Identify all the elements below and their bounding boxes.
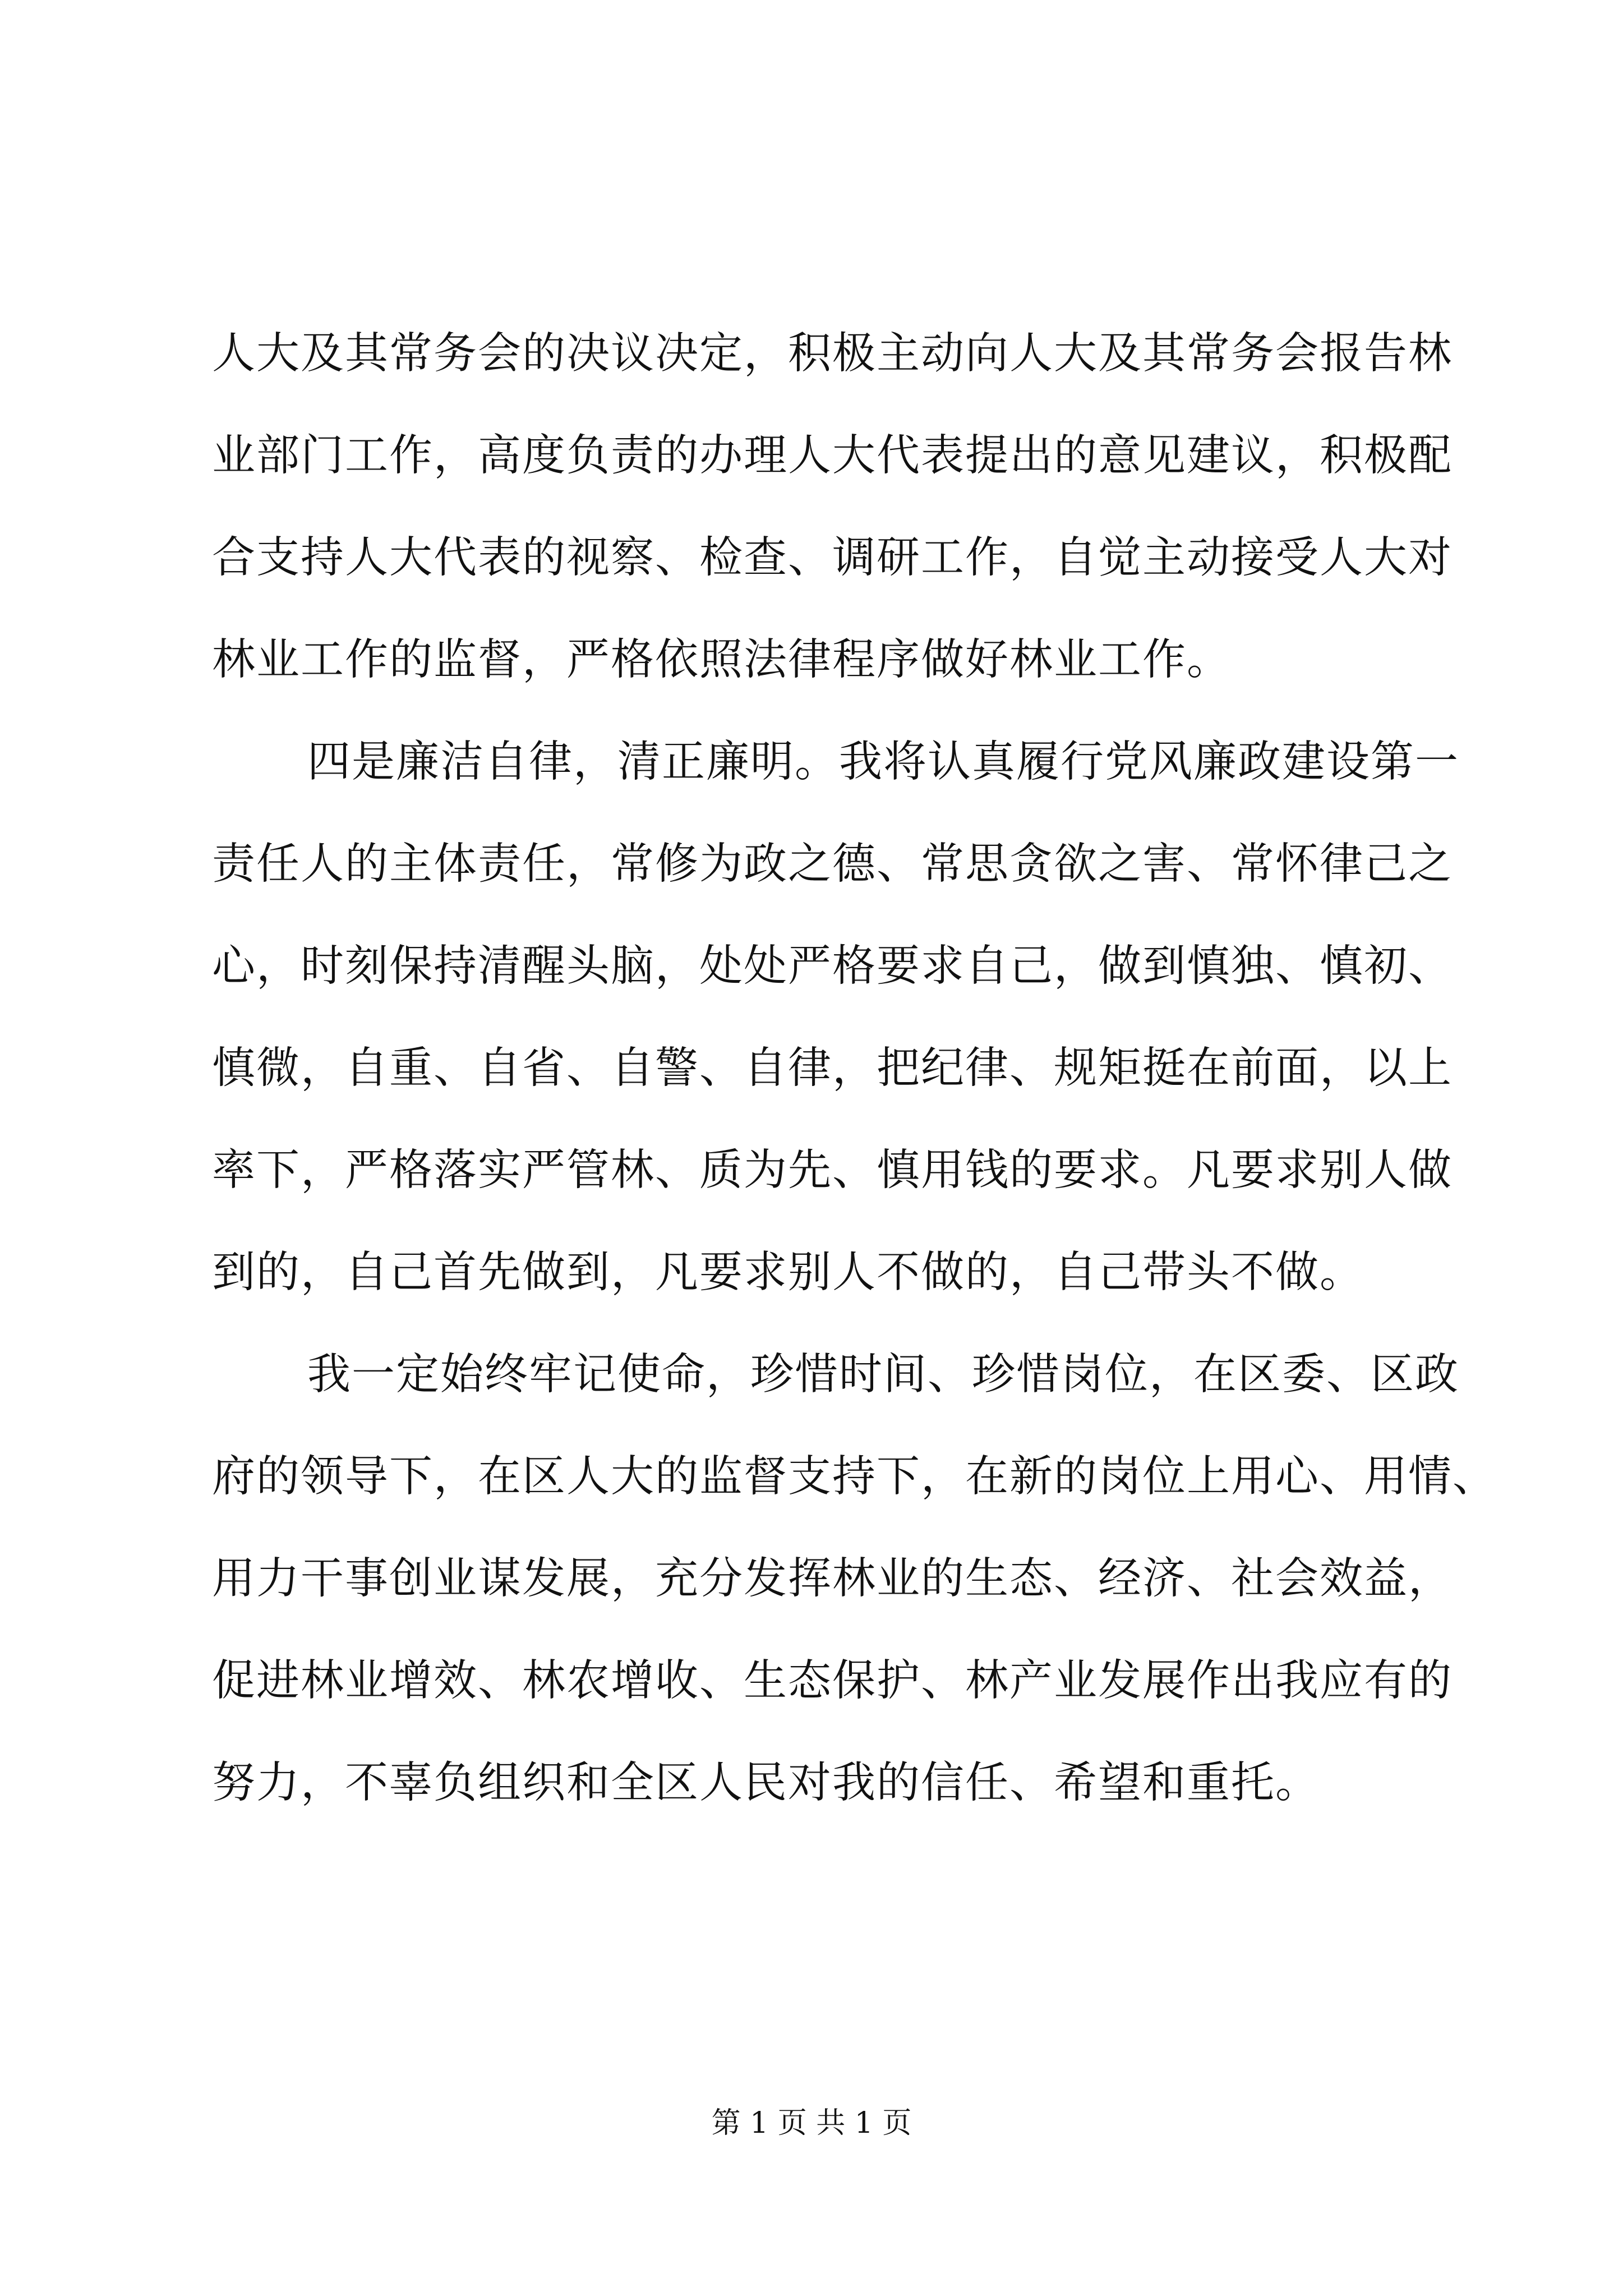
paragraph-1-line-4: 林业工作的监督，严格依照法律程序做好林业工作。 — [212, 635, 1231, 685]
paragraph-2-line-6: 到的，自己首先做到，凡要求别人不做的，自己带头不做。 — [212, 1248, 1364, 1297]
paragraph-3-line-2: 府的领导下，在区人大的监督支持下，在新的岗位上用心、用情、 — [212, 1452, 1497, 1502]
document-body — [212, 303, 1497, 1834]
paragraph-3-line-3: 用力干事创业谋发展，充分发挥林业的生态、经济、社会效益， — [212, 1554, 1453, 1604]
paragraph-3-line-4: 促进林业增效、林农增收、生态保护、林产业发展作出我应有的 — [212, 1656, 1453, 1706]
paragraph-2-line-2: 责任人的主体责任，常修为政之德、常思贪欲之害、常怀律己之 — [212, 839, 1453, 889]
paragraph-3-line-1: 我一定始终牢记使命，珍惜时间、珍惜岗位，在区委、区政 — [307, 1350, 1459, 1400]
paragraph-2-line-1: 四是廉洁自律，清正廉明。我将认真履行党风廉政建设第一 — [307, 737, 1459, 787]
paragraph-1-line-3: 合支持人大代表的视察、检查、调研工作，自觉主动接受人大对 — [212, 533, 1453, 583]
paragraph-2-line-3: 心，时刻保持清醒头脑，处处严格要求自己，做到慎独、慎初、 — [212, 941, 1453, 991]
paragraph-1-line-1: 人大及其常务会的决议决定，积极主动向人大及其常务会报告林 — [212, 329, 1453, 379]
paragraph-2-line-5: 率下，严格落实严管林、质为先、慎用钱的要求。凡要求别人做 — [212, 1145, 1453, 1195]
page-footer: 第 1 页 共 1 页 — [711, 2106, 912, 2140]
paragraph-1-line-2: 业部门工作，高度负责的办理人大代表提出的意见建议，积极配 — [212, 431, 1453, 481]
paragraph-3-line-5: 努力，不辜负组织和全区人民对我的信任、希望和重托。 — [212, 1758, 1320, 1808]
paragraph-2-line-4: 慎微，自重、自省、自警、自律，把纪律、规矩挺在前面，以上 — [212, 1043, 1453, 1093]
